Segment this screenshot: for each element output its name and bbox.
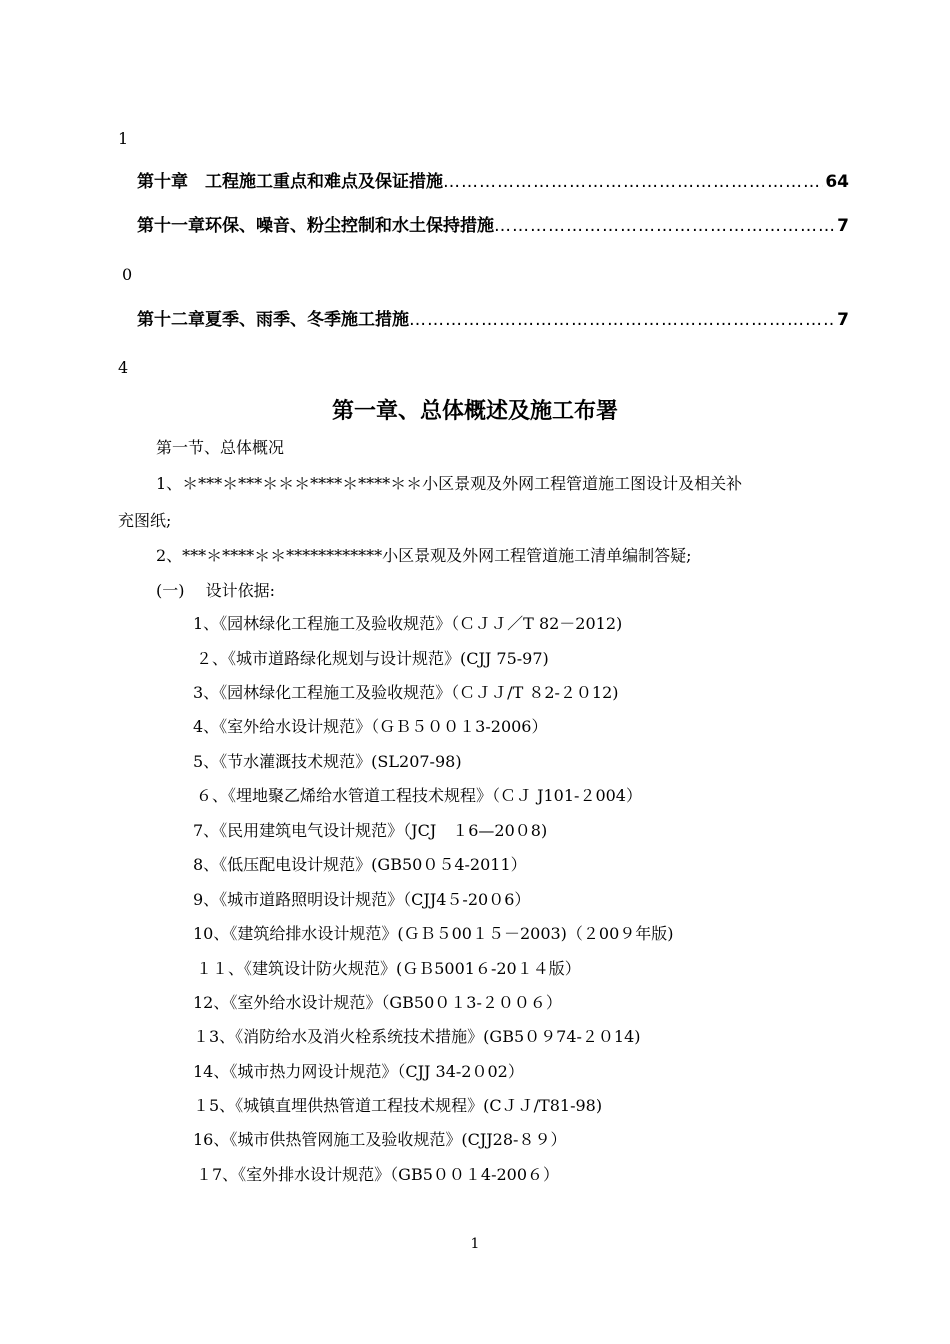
toc-entry-title: 第十二章夏季、雨季、冬季施工措施 <box>137 310 409 330</box>
paragraph-1-line-2: 充图纸; <box>118 511 172 530</box>
standard-item: 12、《室外给水设计规范》（GB50０１3-２００６） <box>193 993 562 1012</box>
toc-page-number: 7 <box>837 216 849 236</box>
standard-item: 4、《室外给水设计规范》（ＧＢ５００１3-2006） <box>193 717 548 736</box>
standard-item: １3、《消防给水及消火栓系统技术措施》(GB5０９74-２０14) <box>193 1027 641 1046</box>
toc-stray-number: 0 <box>122 265 133 284</box>
standard-item: 10、《建筑给排水设计规范》(ＧＢ５00１５－2003)（２00９年版) <box>193 924 674 943</box>
standard-item: 7、《民用建筑电气设计规范》（JCJ １6—20０8) <box>193 821 548 840</box>
standard-item: 16、《城市供热管网施工及验收规范》(CJJ28-８９） <box>193 1130 567 1149</box>
standard-item: 5、《节水灌溉技术规范》(SL207-98) <box>193 752 462 771</box>
toc-page-number: 64 <box>825 172 849 192</box>
toc-stray-number: 1 <box>118 129 129 148</box>
standard-item: 1、《园林绿化工程施工及验收规范》（ＣＪＪ／T 82－2012) <box>193 614 623 633</box>
standard-item: ６、《埋地聚乙烯给水管道工程技术规程》（ＣＪ J101-２004） <box>196 786 642 805</box>
toc-page-number: 7 <box>837 310 849 330</box>
standard-item: 9、《城市道路照明设计规范》（CJJ4５-20０6） <box>193 890 531 909</box>
toc-stray-number: 4 <box>118 358 129 377</box>
toc-leader-dots <box>409 310 835 330</box>
toc-entry-chapter-12[interactable] <box>137 310 849 330</box>
standard-item: 14、《城市热力网设计规范》（CJJ 34-2０02） <box>193 1062 524 1081</box>
section-title: 第一节、总体概况 <box>156 438 285 457</box>
standard-item: 3、《园林绿化工程施工及验收规范》（ＣＪＪ/T ８2-２０12) <box>193 683 619 702</box>
standard-item: １5、《城镇直埋供热管道工程技术规程》(CＪＪ/T81-98) <box>193 1096 603 1115</box>
standard-item: １１、《建筑设计防火规范》(ＧＢ5001６-20１４版） <box>196 959 581 978</box>
toc-entry-title: 第十章 工程施工重点和难点及保证措施 <box>137 172 443 192</box>
design-basis-heading: (一) 设计依据: <box>156 581 275 600</box>
standard-item: ２、《城市道路绿化规划与设计规范》(CJJ 75-97) <box>196 649 549 668</box>
toc-entry-chapter-10[interactable] <box>137 172 849 192</box>
standard-item: 8、《低压配电设计规范》(GB50０５4-2011） <box>193 855 527 874</box>
toc-leader-dots <box>494 216 835 236</box>
chapter-title: 第一章、总体概述及施工布署 <box>331 399 618 424</box>
toc-entry-title: 第十一章环保、噪音、粉尘控制和水土保持措施 <box>137 216 494 236</box>
page-number: 1 <box>470 1236 480 1252</box>
paragraph-1-line-1: 1、＊***＊***＊＊＊****＊****＊＊小区景观及外网工程管道施工图设计及相关补 <box>156 474 743 493</box>
standard-item: １7、《室外排水设计规范》（GB5００１4-200６） <box>196 1165 560 1184</box>
paragraph-2: 2、***＊****＊＊************小区景观及外网工程管道施工清单编制答疑; <box>156 546 692 565</box>
toc-leader-dots <box>443 172 823 192</box>
toc-entry-chapter-11[interactable] <box>137 216 849 236</box>
